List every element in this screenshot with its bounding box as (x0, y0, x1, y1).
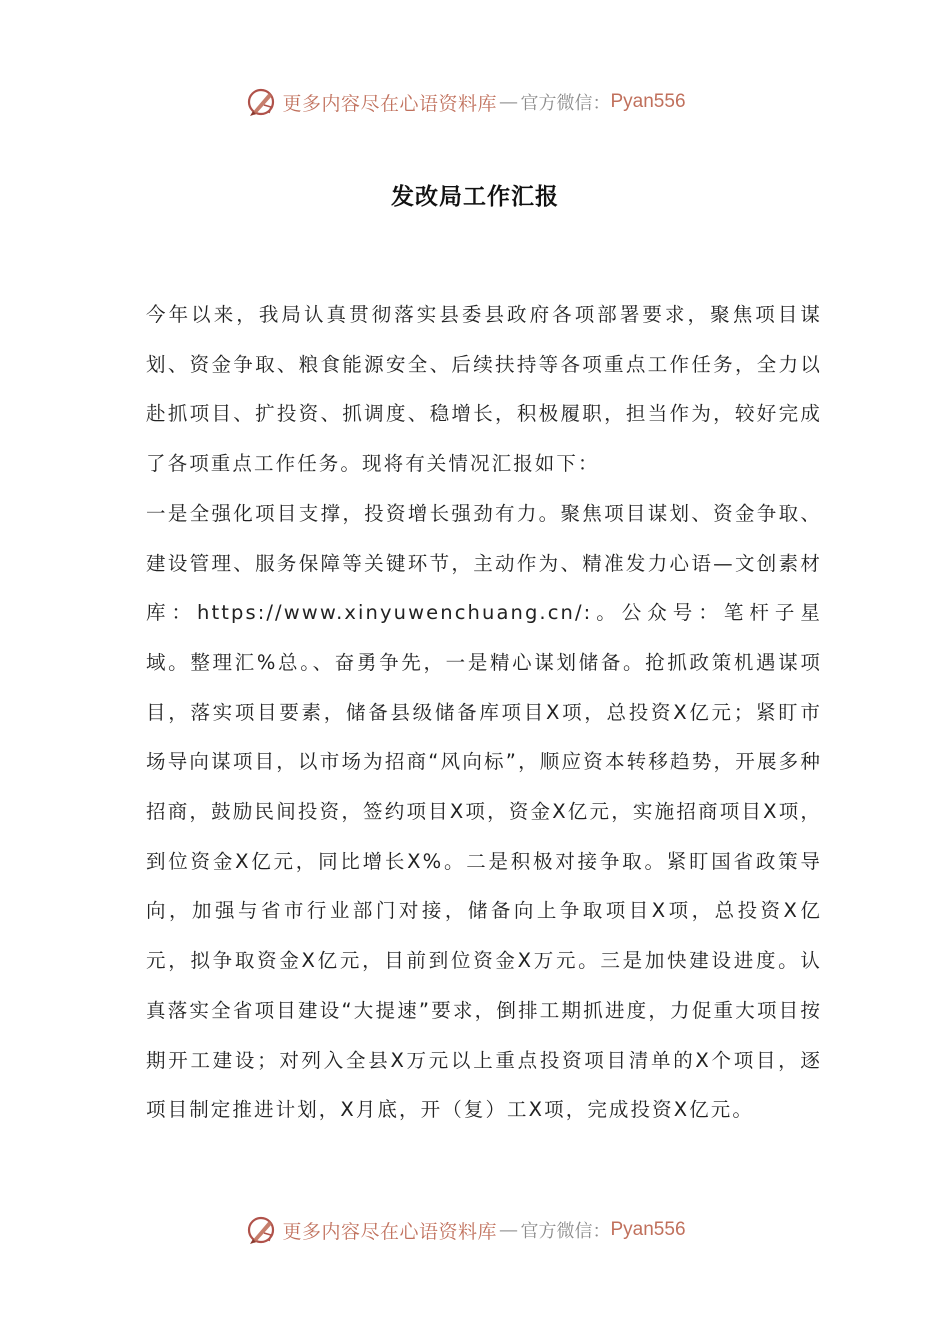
watermark-footer (0, 1210, 950, 1250)
pen-circle-icon (244, 85, 278, 119)
watermark-dash: — (499, 91, 519, 113)
document-body (146, 290, 822, 1135)
watermark-wechat-label: 官方微信： (520, 93, 611, 114)
watermark-wechat-label: 官方微信： (520, 1221, 611, 1242)
watermark-header (0, 82, 950, 122)
document-title: 发改局工作汇报 (391, 183, 559, 210)
paragraph-intro: 今年以来，我局认真贯彻落实县委县政府各项部署要求，聚焦项目谋划、资金争取、粮食能源安全、后续扶持等各项重点工作任务，全力以赴抓项目、扩投资、抓调度、稳增长，积极履职，担当作为，较好完成了各项重点工作任务。现将有关情况汇报如下： (146, 303, 822, 476)
watermark-footer-content (244, 1213, 685, 1247)
watermark-wechat-id: Pyan556 (610, 91, 686, 112)
watermark-prefix: 更多内容尽在心语资料库 (282, 92, 497, 115)
watermark-dash: — (499, 1219, 519, 1241)
pen-circle-icon (244, 1213, 278, 1247)
watermark-prefix: 更多内容尽在心语资料库 (282, 1220, 497, 1243)
watermark-wechat-id: Pyan556 (610, 1219, 686, 1240)
paragraph-main: 一是全强化项目支撑，投资增长强劲有力。聚焦项目谋划、资金争取、建设管理、服务保障等关键环节，主动作为、精准发力心语—文创素材库：https://www.xinyuwenchuang.cn/:。公众号：笔杆子星域。整理汇%总。、奋勇争先，一是精心谋划储备。抢抓政策机遇谋项目，落实项目要素，储备县级储备库项目X项，总投资X亿元；紧盯市场导向谋项目，以市场为招商“风向标”，顺应资本转移趋势，开展多种招商，鼓励民间投资，签约项目X项，资金X亿元，实施招商项目X项，到位资金X亿元，同比增长X%。二是积极对接争取。紧盯国省政策导向，加强与省市行业部门对接，储备向上争取项目X项，总投资X亿元，拟争取资金X亿元，目前到位资金X万元。三是加快建设进度。认真落实全省项目建设“大提速”要求，倒排工期抓进度，力促重大项目按期开工建设；对列入全县X万元以上重点投资项目清单的X个项目，逐项目制定推进计划，X月底，开（复）工X项，完成投资X亿元。 (146, 501, 822, 1122)
watermark-header-content (244, 85, 685, 119)
